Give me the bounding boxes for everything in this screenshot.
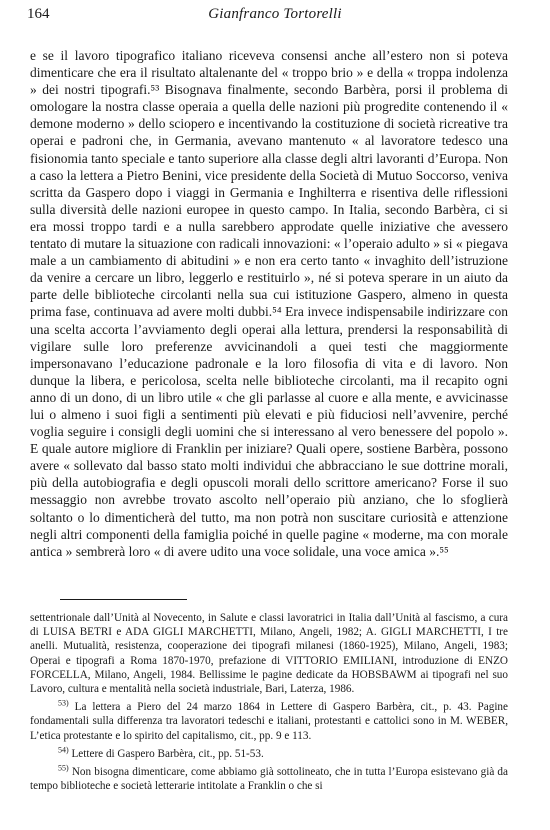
footnote-text: La lettera a Piero del 24 marzo 1864 in Lettere di Gaspero Barbèra, cit., p. 43. Pagine fondamentali sulla differenza tra lavoratori tedeschi e italiani, protestanti e cattolici sono in M. WEBER, L’etica protestante e lo spirito del capitalismo, cit., pp. 9 e 113.: [30, 701, 508, 742]
footnote-number: 55): [58, 763, 69, 773]
footnote-number: 54): [58, 745, 69, 755]
page-header: [27, 6, 523, 28]
footnote-number: 53): [58, 698, 69, 708]
page-number: 164: [27, 6, 50, 22]
footnotes: [30, 611, 508, 797]
body-paragraph: e se il lavoro tipografico italiano riceveva consensi anche all’estero non si poteva dimenticare che era il risultato altalenante del « troppo brio » e della « troppa indolenza » dei nostri tipografi.⁵³ Bisognava finalmente, secondo Barbèra, porsi il problema di omologare la nostra classe operaia a quella delle nazioni più progredite contenendo il « demone moderno » dello sciopero e incentivando la costituzione di società ricreative tra operai e padroni che, in Germania, avevano mantenuto « al lavoratore tedesco una fisionomia tanto speciale e tanto superiore alla classe degli altri lavoranti d’Europa. Non a caso la lettera a Pietro Benini, vice presidente della Società di Mutuo Soccorso, veniva scritta da Gaspero dopo i viaggi in Germania e Inghilterra e risentiva delle riflessioni sulla diversità delle nazioni europee in questo campo. In Italia, secondo Barbèra, ci si era mossi troppo tardi e a nulla sarebbero approdate quelle iniziative che avessero tentato di mutare la situazione con radicali innovazioni: « l’operaio adulto » si « piegava male a un cambiamento di abitudini » e non era certo tanto « invaghito dell’istruzione da venire a cercare un libro, leggerlo e restituirlo », né si poteva sperare in un aiuto da parte delle biblioteche circolanti nella sua cui istituzione Gaspero, almeno in questa prima fase, continuava ad avere molti dubbi.⁵⁴ Era invece indispensabile indirizzare con una scelta accorta l’avviamento degli operai alla lettura, prendersi la responsabilità di vigilare sulle loro preferenze avvicinandoli a quei testi che maggiormente impersonavano l’educazione padronale e la loro filosofia di vita e di lavoro. Non dunque la libera, e pericolosa, scelta nelle biblioteche circolanti, ma il recapito ogni anno di un dono, di un libro utile « che gli parlasse al cuore e alla mente, e avvicinasse lui o almeno i suoi figli a sentimenti più elevati e più fiduciosi nell’avvenire, perché voglia seguire i consigli degli uomini che si interessano al vero benessere del popolo ». E quale autore migliore di Franklin per iniziare? Quali opere, sostiene Barbèra, possono avere « sollevato dal basso stato molti individui che abbracciano le sue dottrine morali, più della autobiografia e degli opuscoli morali dello scrittore americano? Forse il suo messaggio non avrebbe trovato ascolto nell’operaio più anziano, che lo sfoglierà soltanto o lo dimenticherà del tutto, ma non potrà non suscitare curiosità e attenzione negli altri componenti della famiglia poiché in quelle pagine « moderne, ma con morale antica » sembrerà loro « di avere udito una voce solidale, una voce amica ».⁵⁵: [30, 48, 508, 559]
footnote-53: [30, 700, 508, 743]
body-text: [30, 47, 508, 560]
footnote-55: [30, 765, 508, 793]
footnote-rule: [60, 599, 187, 600]
running-head: Gianfranco Tortorelli: [208, 6, 342, 22]
footnote-text: Lettere di Gaspero Barbèra, cit., pp. 51-53.: [71, 747, 264, 760]
footnote-text: settentrionale dall’Unità al Novecento, in Salute e classi lavoratrici in Italia dall’Unità al fascismo, a cura di LUISA BETRI e ADA GIGLI MARCHETTI, Milano, Angeli, 1982; A. GIGLI MARCHETTI, I tre anelli. Mutualità, resistenza, cooperazione dei tipografi milanesi (1860-1925), Milano, Angeli, 1983; Operai e tipografi a Roma 1870-1970, prefazione di VITTORIO EMILIANI, introduzione di ENZO FORCELLA, Milano, Angeli, 1984. Bellissime le pagine dedicate da HOBSBAWM ai tipografi nel suo Lavoro, cultura e mentalità nella società industriale, Bari, Laterza, 1986.: [30, 612, 508, 696]
footnote-continuation: [30, 611, 508, 696]
footnote-text: Non bisogna dimenticare, come abbiamo già sottolineato, che in tutta l’Europa esistevano già da tempo biblioteche e società letterarie intitolate a Franklin o che si: [30, 766, 508, 793]
footnote-54: [30, 747, 508, 761]
